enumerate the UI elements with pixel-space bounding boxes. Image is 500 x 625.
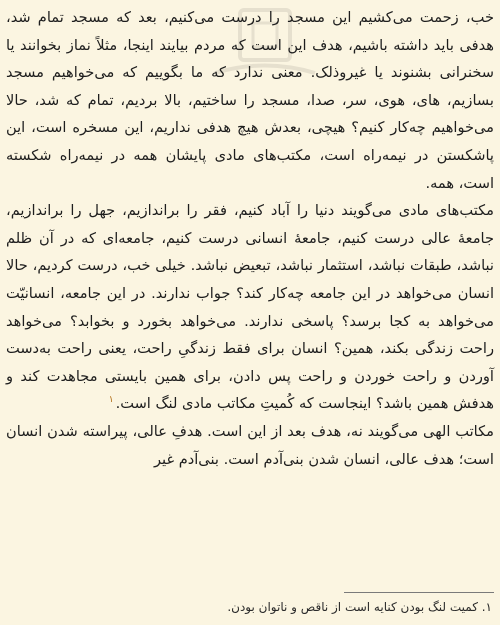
paragraph-3: مکاتب الهی می‌گویند نه، هدف بعد از این است. هدفِ عالی، پیراسته شدن انسان است؛ هدف عالی، انسان شدن بنی‌آدم است. بنی‌آدم غیر — [6, 422, 494, 468]
paragraph-2-text: مکتب‌های مادی می‌گویند دنیا را آباد کنیم، فقر را براندازیم، جهل را براندازیم، جامعهٔ عالی درست کنیم، جامعهٔ انسانی درست کنیم، جامعه‌ای که در آن ظلم نباشد، طبقات نباشد، استثمار نباشد، تبعیض نباشد. خیلی خب، درست کردیم، حالا انسان می‌خواهد در این جامعه چه‌کار کند؟ جواب ندارند. در این جامعه، انسانیّت می‌خواهد به کجا برسد؟ پاسخی ندارند. می‌خواهد بخورد و بخوابد؟ می‌خواهد راحت زندگی بکند، همین؟ انسان برای فقط زندگیِ راحت، یعنی راحت به‌دست آوردن و راحت خوردن و راحت پس دادن، برای همین بایستی مجاهدت کند و هدفش همین باشد؟ اینجاست که کُمیتِ مکاتب مادی لنگ است. — [6, 202, 494, 413]
document-page — [6, 4, 494, 473]
footnote: ۱. کمیت لنگ بودن کنایه است از ناقص و ناتوان بودن. — [227, 600, 492, 614]
paragraph-1: خب، زحمت می‌کشیم این مسجد را درست می‌کنیم، بعد که مسجد تمام شد، هدفی باید داشته باشیم، هدف این است که مردم بیایند اینجا، مثلاً نماز بخوانند یا سخنرانی بشنوند یا غیروذلک. معنی ندارد که ما بگوییم که می‌خواهیم مسجد بسازیم، های، هوی، سر، صدا، مسجد را ساختیم، بالا بردیم، تمام که شد، حالا می‌خواهیم چه‌کار کنیم؟ هیچی، بعدش هیچ هدفی نداریم، این مسخره است، این پاشکستن در نیمه‌راه است، مکتب‌های مادی پایشان همه در نیمه‌راه شکسته است، همه. — [6, 9, 494, 192]
footnote-marker: ١ — [108, 395, 114, 406]
footnote-divider — [344, 592, 494, 593]
paragraph-2 — [6, 197, 494, 418]
